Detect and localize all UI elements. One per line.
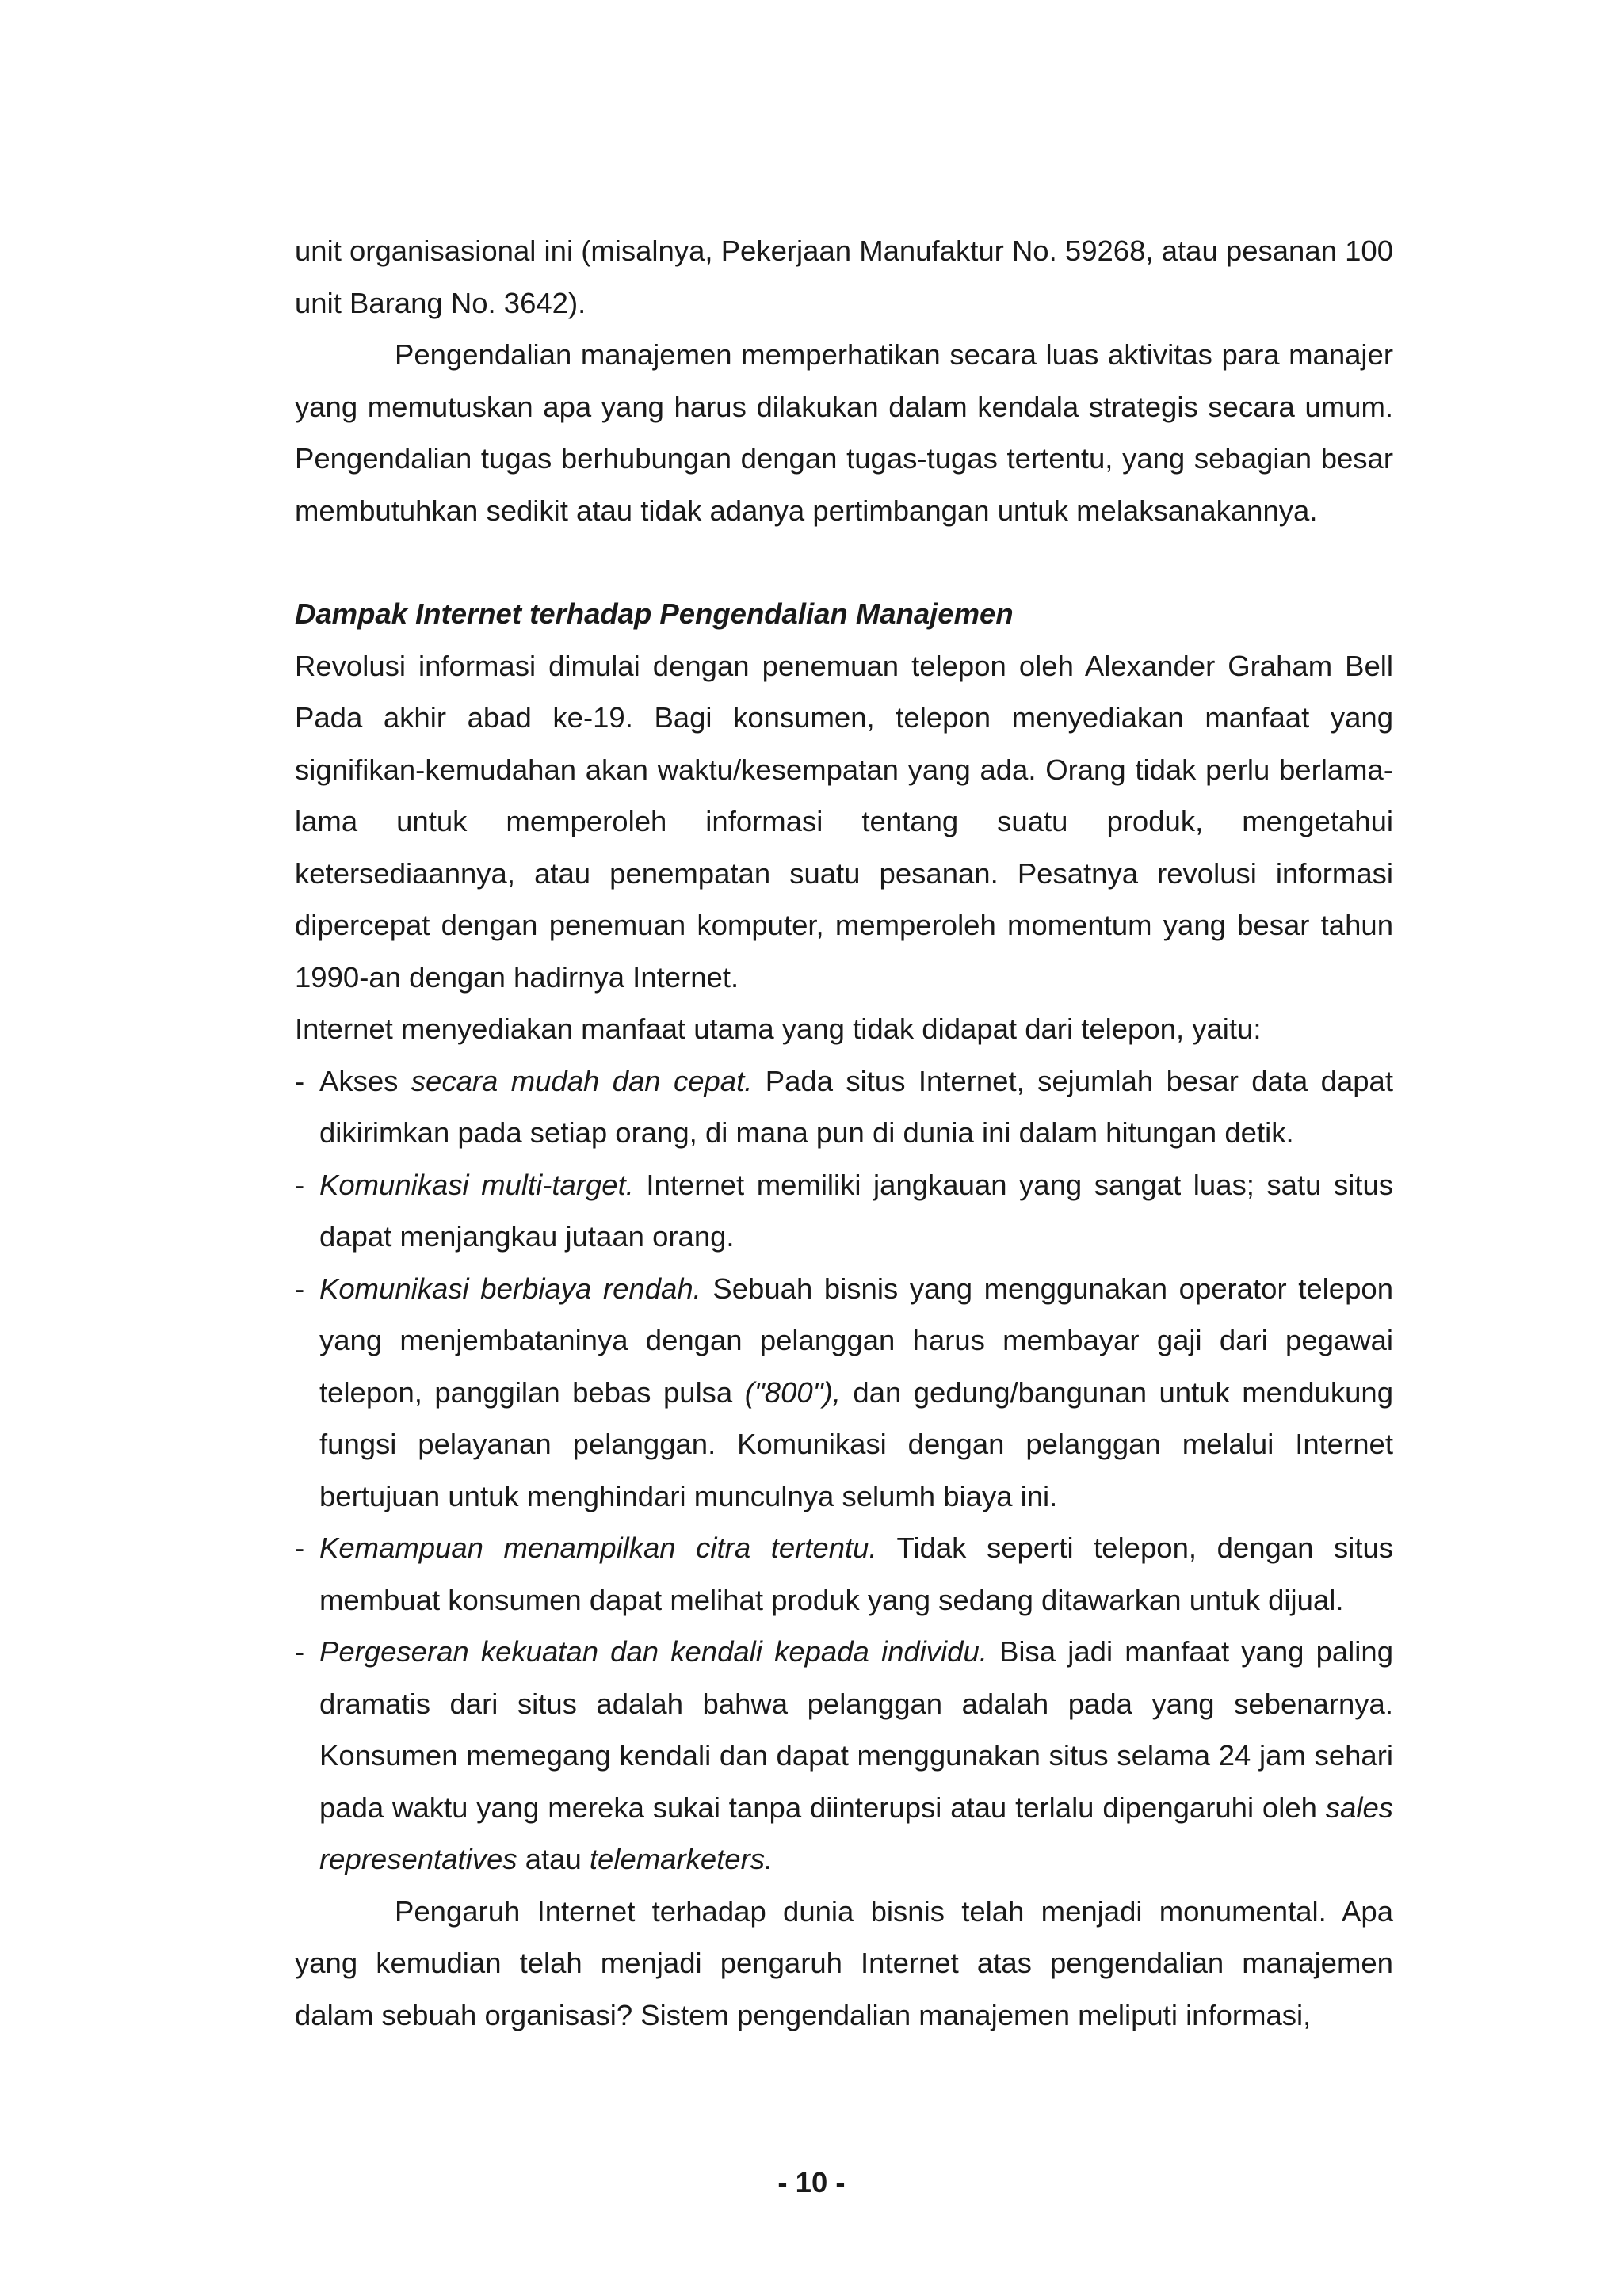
list-item-lead: Akses: [319, 1064, 411, 1097]
list-item-text: dan gedung/bangunan untuk mendukung fungsi pelayanan pelanggan. Komunikasi dengan pelanggan melalui Internet bertujuan untuk menghindari munculnya selumh biaya ini.: [319, 1375, 1393, 1512]
list-item-text: Bisa jadi manfaat yang paling dramatis dari situs adalah bahwa pelanggan adalah pada yang sebenarnya. Konsumen memegang kendali dan dapat menggunakan situs selama 24 jam sehari pada waktu yang mereka sukai tanpa diinterupsi atau terlalu dipengaruhi oleh: [319, 1635, 1393, 1824]
list-item-text: Tidak seperti telepon, dengan situs membuat konsumen dapat melihat produk yang sedang ditawarkan untuk dijual.: [319, 1531, 1394, 1616]
paragraph-internet-impact: Pengaruh Internet terhadap dunia bisnis telah menjadi monumental. Apa yang kemudian telah menjadi pengaruh Internet atas pengendalian manajemen dalam sebuah organisasi? Sistem pengendalian manajemen meliputi informasi,: [295, 1894, 1393, 2031]
list-dash: -: [295, 1635, 305, 1668]
list-dash: -: [295, 1168, 305, 1201]
benefits-list: [295, 1055, 1393, 1886]
paragraph-information-revolution: Revolusi informasi dimulai dengan penemuan telepon oleh Alexander Graham Bell Pada akhir abad ke-19. Bagi konsumen, telepon menyediakan manfaat yang signifikan-kemudahan akan waktu/kesempatan yang ada. Orang tidak perlu berlama-lama untuk memperoleh informasi tentang suatu produk, mengetahui ketersediaannya, atau penempatan suatu pesanan. Pesatnya revolusi informasi dipercepat dengan penemuan komputer, memperoleh momentum yang besar tahun 1990-an dengan hadirnya Internet.: [295, 649, 1393, 994]
document-body: [295, 225, 1393, 2041]
list-item-italic: Komunikasi multi-target.: [319, 1168, 634, 1201]
list-item-text: Pada situs Internet, sejumlah besar data dapat dikirimkan pada setiap orang, di mana pun di dunia ini dalam hitungan detik.: [319, 1064, 1393, 1149]
list-item-multi-target: [295, 1159, 1393, 1263]
list-item-italic: Komunikasi berbiaya rendah.: [319, 1272, 701, 1305]
section-heading: Dampak Internet terhadap Pengendalian Manajemen: [295, 597, 1014, 630]
list-item-image-display: [295, 1522, 1393, 1626]
list-item-text: Sebuah bisnis yang menggunakan operator telepon yang menjembataninya dengan pelanggan harus membayar gaji dari pegawai telepon, panggilan bebas pulsa: [319, 1272, 1393, 1409]
list-dash: -: [295, 1272, 305, 1305]
list-item-access: [295, 1055, 1393, 1159]
list-item-text: Internet memiliki jangkauan yang sangat luas; satu situs dapat menjangkau jutaan orang.: [319, 1168, 1393, 1253]
list-item-italic: ("800"),: [744, 1375, 841, 1409]
list-dash: -: [295, 1531, 305, 1564]
list-item-low-cost: [295, 1263, 1393, 1523]
list-item-text: atau: [517, 1843, 590, 1875]
paragraph-internet-benefits-intro: Internet menyediakan manfaat utama yang tidak didapat dari telepon, yaitu:: [295, 1013, 1262, 1045]
list-dash: -: [295, 1064, 305, 1097]
page-number: - 10 -: [777, 2166, 846, 2199]
list-item-italic: Kemampuan menampilkan citra tertentu.: [319, 1531, 877, 1564]
list-item-italic: sales representatives: [319, 1791, 1393, 1875]
paragraph-continuation: unit organisasional ini (misalnya, Pekerjaan Manufaktur No. 59268, atau pesanan 100 unit Barang No. 3642).: [295, 235, 1393, 319]
list-item-italic: Pergeseran kekuatan dan kendali kepada individu.: [319, 1635, 987, 1668]
list-item-power-shift: [295, 1626, 1393, 1886]
paragraph-management-control: Pengendalian manajemen memperhatikan secara luas aktivitas para manajer yang memutuskan apa yang harus dilakukan dalam kendala strategis secara umum. Pengendalian tugas berhubungan dengan tugas-tugas tertentu, yang sebagian besar membutuhkan sedikit atau tidak adanya pertimbangan untuk melaksanakannya.: [295, 338, 1393, 527]
list-item-italic: telemarketers.: [589, 1843, 773, 1875]
list-item-italic: secara mudah dan cepat.: [411, 1064, 753, 1097]
